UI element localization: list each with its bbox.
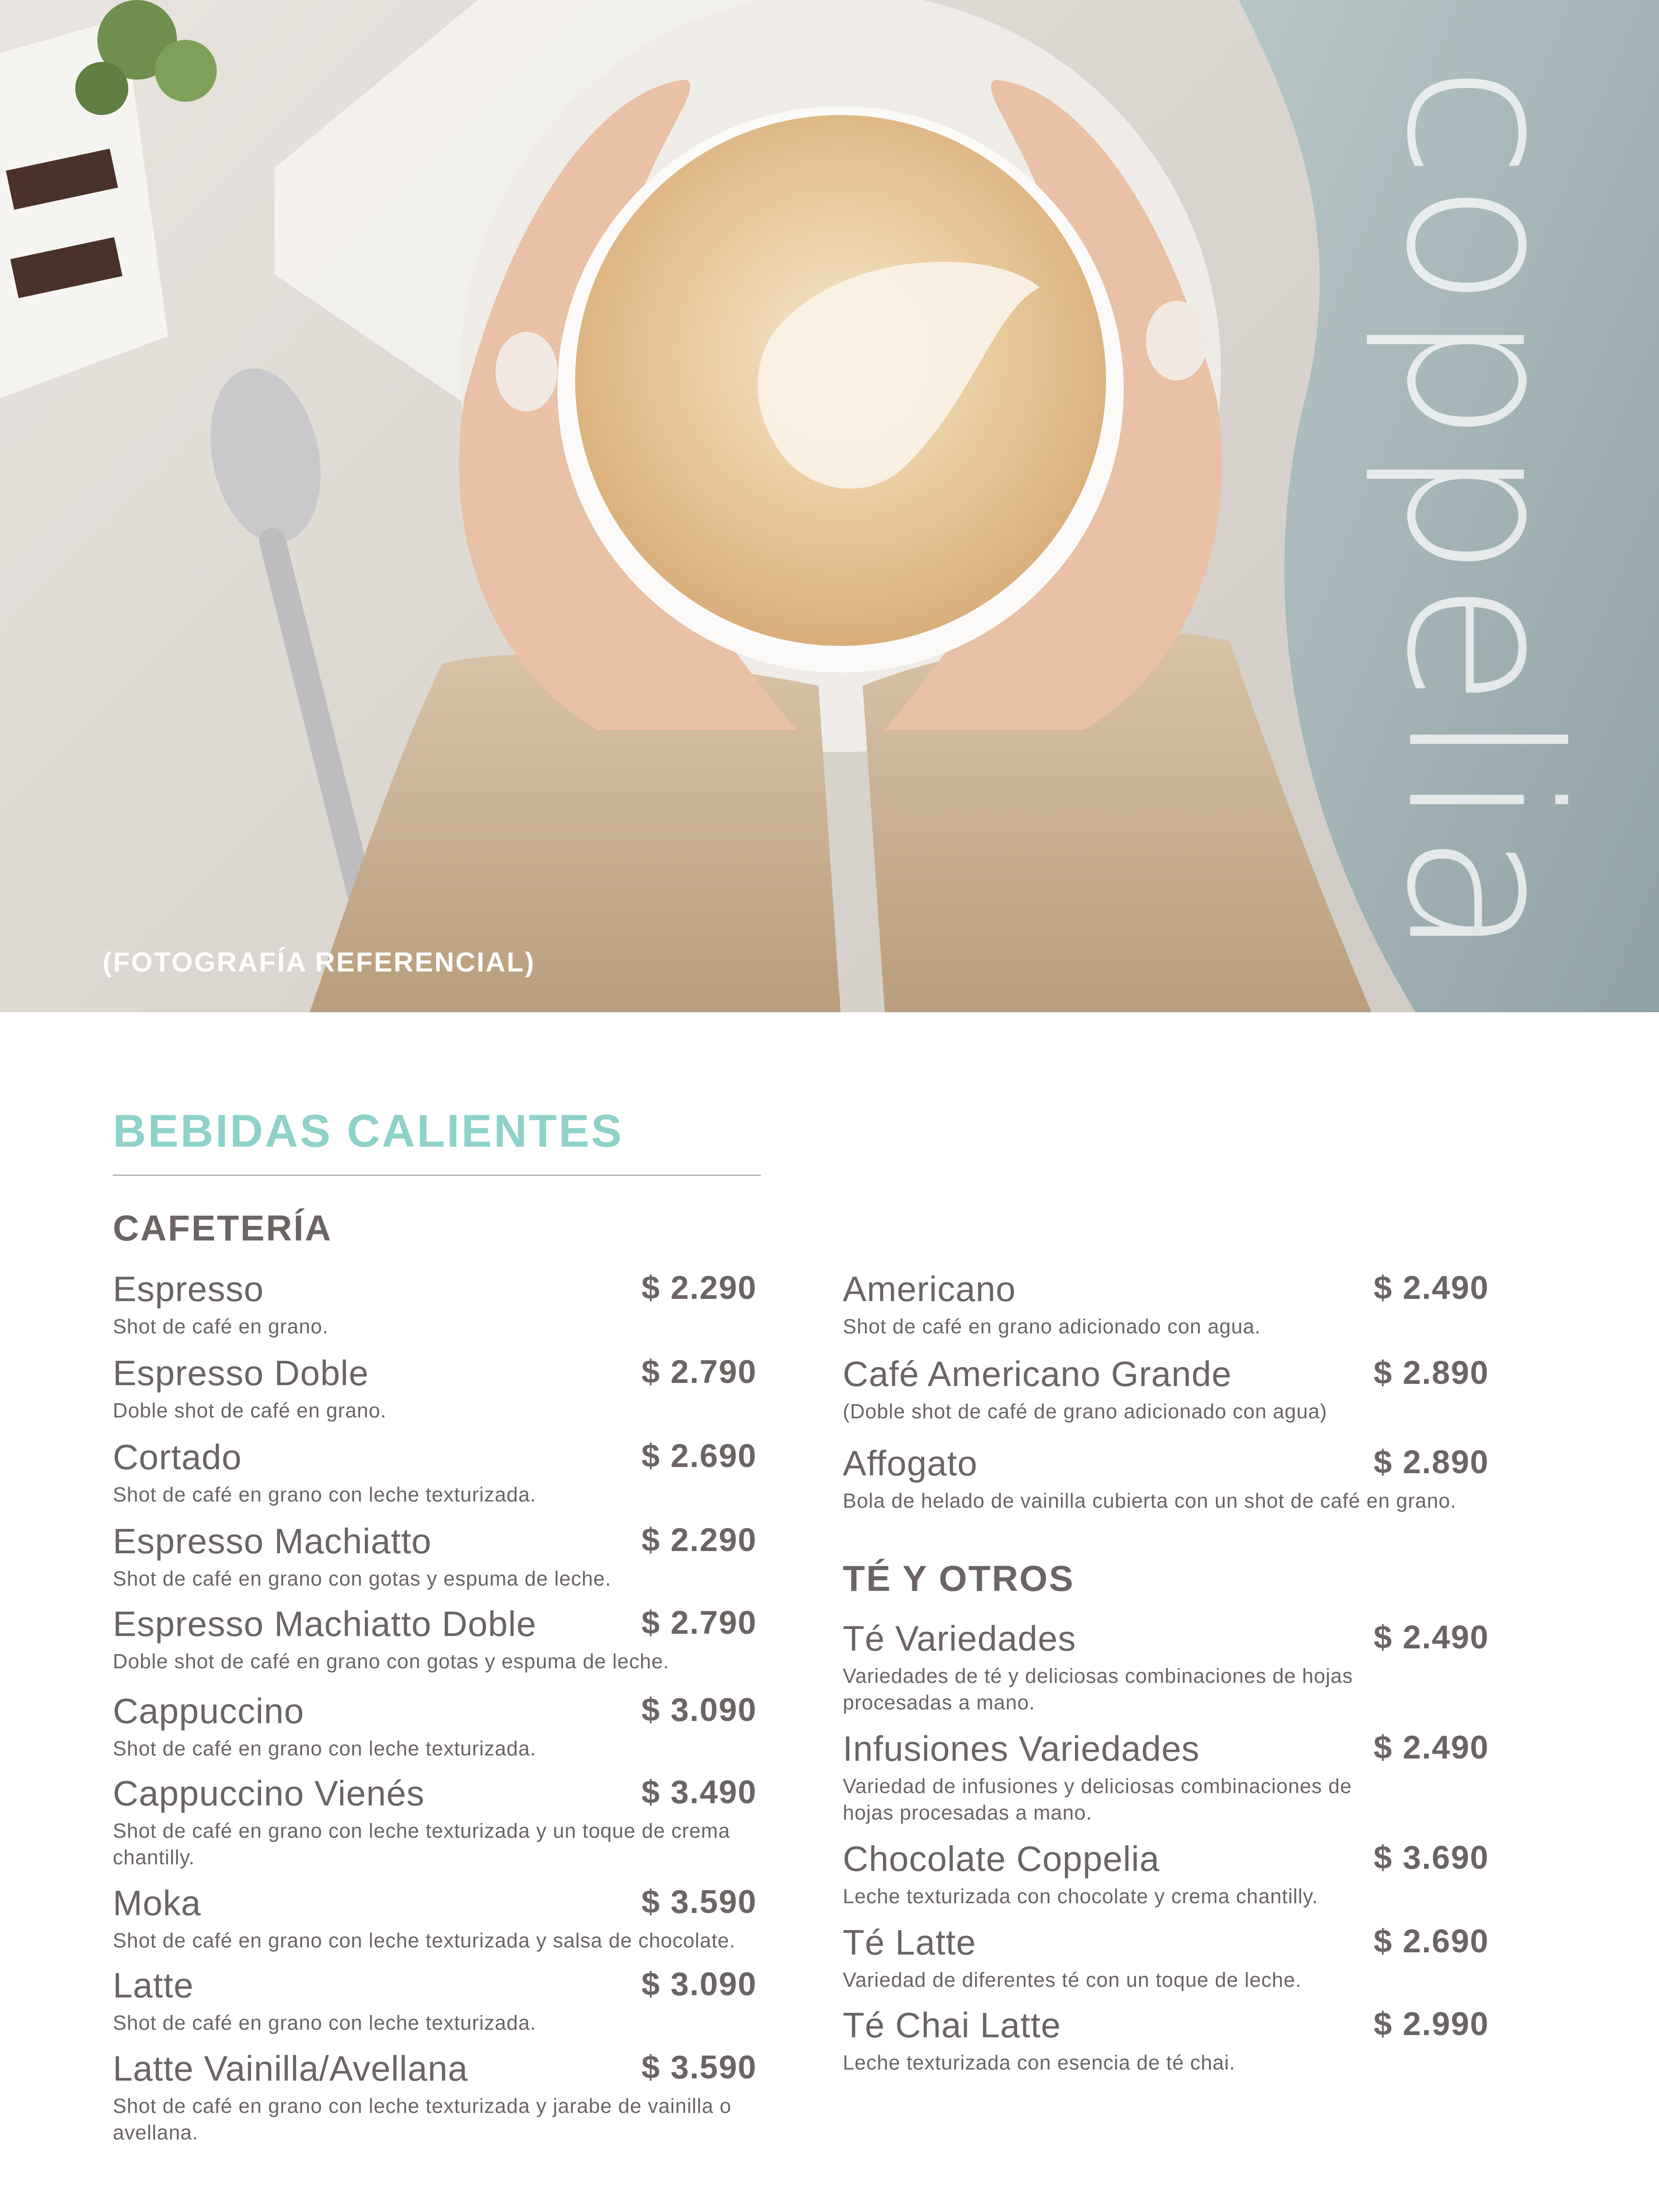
brand-logo-vertical: coppelia [1361, 64, 1603, 962]
item-description: Shot de café en grano con gotas y espuma de leche. [113, 1567, 611, 1590]
item-name: Té Chai Latte [843, 2005, 1061, 2045]
item-name: Café Americano Grande [843, 1354, 1232, 1394]
item-description: Leche texturizada con chocolate y crema chantilly. [843, 1885, 1318, 1908]
hero-photo [0, 0, 1659, 1012]
item-name: Espresso Machiatto Doble [113, 1604, 537, 1644]
item-price: $ 3.590 [641, 2049, 757, 2085]
item-description: Shot de café en grano adicionado con agua. [843, 1315, 1261, 1338]
item-description: Variedades de té y deliciosas combinaciones de hojas procesadas a mano. [843, 1664, 1353, 1714]
item-price: $ 2.290 [641, 1269, 757, 1306]
item-name: Espresso Doble [113, 1353, 369, 1393]
item-price: $ 3.090 [641, 1691, 757, 1728]
item-name: Affogato [843, 1444, 978, 1483]
item-name: Cappuccino [113, 1691, 304, 1731]
item-description: Shot de café en grano con leche texturizada y jarabe de vainilla o avellana. [113, 2094, 732, 2144]
item-price: $ 2.790 [641, 1353, 757, 1390]
item-name: Latte Vainilla/Avellana [113, 2049, 468, 2088]
item-price: $ 2.490 [1374, 1729, 1489, 1766]
photo-caption: (FOTOGRAFÍA REFERENCIAL) [103, 947, 535, 978]
item-price: $ 3.590 [641, 1883, 757, 1920]
item-price: $ 2.490 [1374, 1269, 1489, 1306]
item-description: Shot de café en grano. [113, 1315, 329, 1338]
item-name: Americano [843, 1269, 1016, 1309]
item-description: Doble shot de café en grano con gotas y espuma de leche. [113, 1650, 669, 1673]
section-title: BEBIDAS CALIENTES [113, 1106, 624, 1157]
item-price: $ 2.890 [1374, 1444, 1489, 1480]
item-description: Bola de helado de vainilla cubierta con un shot de café en grano. [843, 1489, 1457, 1512]
item-price: $ 2.690 [641, 1437, 757, 1474]
item-name: Cappuccino Vienés [113, 1774, 425, 1813]
subsection-title-te-otros: TÉ Y OTROS [843, 1559, 1075, 1599]
item-description: Variedad de diferentes té con un toque de leche. [843, 1968, 1302, 1991]
item-price: $ 3.490 [641, 1774, 757, 1810]
item-price: $ 2.790 [641, 1604, 757, 1641]
item-description: Variedad de infusiones y deliciosas combinaciones de hojas procesadas a mano. [843, 1774, 1352, 1824]
item-price: $ 2.490 [1374, 1619, 1489, 1655]
title-divider [113, 1175, 761, 1176]
item-name: Té Variedades [843, 1619, 1076, 1658]
item-description: Shot de café en grano con leche texturizada. [113, 1483, 536, 1506]
item-name: Moka [113, 1883, 201, 1923]
item-price: $ 3.090 [641, 1966, 757, 2002]
item-name: Espresso Machiatto [113, 1521, 432, 1561]
item-price: $ 2.290 [641, 1521, 757, 1558]
item-description: (Doble shot de café de grano adicionado con agua) [843, 1400, 1327, 1423]
item-name: Té Latte [843, 1923, 976, 1962]
item-name: Cortado [113, 1437, 242, 1477]
item-price: $ 3.690 [1374, 1839, 1489, 1876]
item-price: $ 2.990 [1374, 2005, 1489, 2042]
item-price: $ 2.890 [1374, 1354, 1489, 1391]
item-description: Shot de café en grano con leche texturizada y salsa de chocolate. [113, 1929, 736, 1952]
item-price: $ 2.690 [1374, 1923, 1489, 1959]
item-name: Chocolate Coppelia [843, 1839, 1160, 1878]
item-description: Shot de café en grano con leche texturizada. [113, 1737, 536, 1760]
item-description: Shot de café en grano con leche texturizada. [113, 2011, 536, 2034]
item-name: Latte [113, 1966, 194, 2005]
item-description: Leche texturizada con esencia de té chai. [843, 2051, 1236, 2074]
item-name: Espresso [113, 1269, 264, 1309]
item-name: Infusiones Variedades [843, 1729, 1200, 1768]
item-description: Doble shot de café en grano. [113, 1399, 387, 1422]
item-description: Shot de café en grano con leche texturizada y un toque de crema chantilly. [113, 1819, 730, 1869]
subsection-title-cafeteria: CAFETERÍA [113, 1208, 333, 1248]
